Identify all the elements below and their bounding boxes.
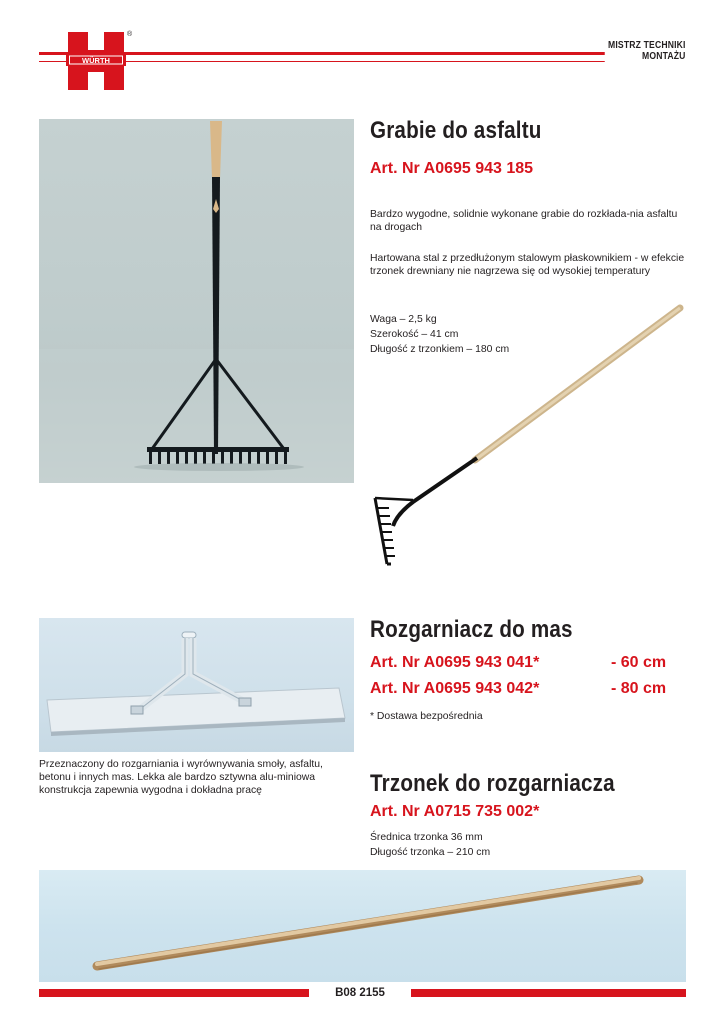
product2-art-nr-1: Art. Nr A0695 943 041* [370,654,540,671]
header-rule-thin [39,61,684,62]
header-rule [39,52,684,55]
product3-spec-length: Długość trzonka – 210 cm [370,847,491,858]
product2-size-1: - 60 cm [611,654,667,671]
product2-art-nr-2: Art. Nr A0695 943 042* [370,680,540,697]
product1-spec-length: Długość z trzonkiem – 180 cm [370,344,510,355]
page-code: B08 2155 [335,987,385,999]
product1-spec-weight: Waga – 2,5 kg [370,314,437,325]
rake-diagonal-image [365,302,695,572]
header-title-line2: MONTAŻU [605,51,686,62]
product1-desc1: Bardzo wygodne, solidnie wykonane grabie do rozkłada-nia asfaltu na drogach [370,209,678,233]
product1-spec-width: Szerokość – 41 cm [370,329,459,340]
product3-spec-diameter: Średnica trzonka 36 mm [370,832,483,843]
footer-rule-right [411,989,686,997]
product3-art-nr: Art. Nr A0715 735 002* [370,803,540,820]
product2-size-2: - 80 cm [611,680,667,697]
product2-desc: Przeznaczony do rozgarniania i wyrównywania smoły, asfaltu, betonu i innych mas. Lekka ale bardzo sztywna alu-miniowa konstrukcja zapewnia wygodna i dokładna pracę [39,759,323,796]
header-title-line1: MISTRZ TECHNIKI [605,40,686,51]
registered-mark: ® [127,31,133,38]
footer-rule-left [39,989,309,997]
handle-photo [39,870,686,982]
logo-text: WÜRTH [82,56,110,65]
product2-title: Rozgarniacz do mas [370,616,573,643]
rake-photo [39,119,354,483]
header-title [605,40,686,62]
spreader-photo [39,618,354,752]
wurth-logo [66,30,126,92]
product3-title: Trzonek do rozgarniacza [370,770,615,797]
product1-desc2: Hartowana stal z przedłużonym stalowym płaskownikiem - w efekcie trzonek drewniany nie nagrzewa się od wysokiej temperatury [370,253,685,277]
product1-art-nr: Art. Nr A0695 943 185 [370,160,534,177]
product1-title: Grabie do asfaltu [370,117,542,144]
product2-note: * Dostawa bezpośrednia [370,711,483,722]
